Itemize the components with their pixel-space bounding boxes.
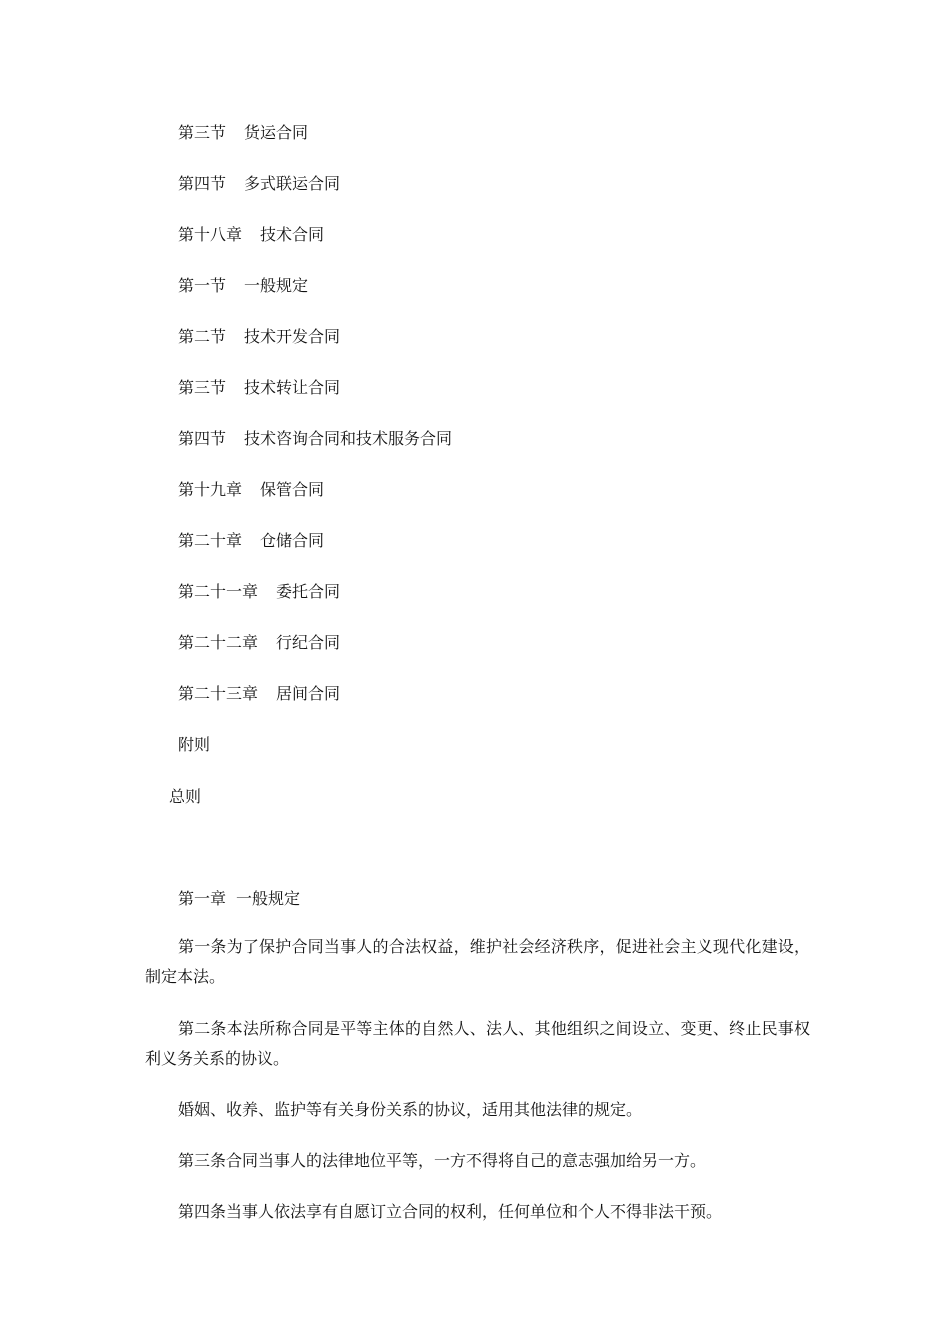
toc-entry bbox=[178, 582, 340, 602]
toc-entry-title: 行纪合同 bbox=[276, 633, 341, 652]
toc-entry-number: 第二十一章 bbox=[178, 582, 259, 601]
toc-entry bbox=[178, 276, 308, 296]
toc-entry bbox=[178, 174, 340, 194]
article-paragraph: 第四条当事人依法享有自愿订立合同的权利，任何单位和个人不得非法干预。 bbox=[178, 1202, 723, 1221]
toc-entry-number: 第四节 bbox=[178, 429, 227, 448]
toc-entry-title: 一般规定 bbox=[244, 276, 309, 295]
toc-entry bbox=[178, 378, 340, 398]
article-paragraph: 第一条为了保护合同当事人的合法权益，维护社会经济秩序，促进社会主义现代化建设，制定本法。 bbox=[145, 937, 810, 986]
section-general-heading: 总则 bbox=[169, 787, 202, 806]
toc-entry-title: 仓储合同 bbox=[260, 531, 325, 550]
toc-entry-title: 技术咨询合同和技术服务合同 bbox=[244, 429, 453, 448]
toc-entry bbox=[178, 327, 340, 347]
toc-entry-title: 保管合同 bbox=[260, 480, 325, 499]
toc-entry-number: 第四节 bbox=[178, 174, 227, 193]
toc-entry bbox=[178, 633, 340, 653]
toc-entry bbox=[178, 480, 324, 500]
toc-entry-number: 第十八章 bbox=[178, 225, 243, 244]
toc-entry-title: 技术转让合同 bbox=[244, 378, 341, 397]
toc-entry-number: 第三节 bbox=[178, 378, 227, 397]
toc-entry-title: 货运合同 bbox=[244, 123, 309, 142]
toc-entry bbox=[178, 429, 452, 449]
toc-entry-title: 委托合同 bbox=[276, 582, 341, 601]
toc-entry-title: 技术合同 bbox=[260, 225, 325, 244]
toc-entry-title: 居间合同 bbox=[276, 684, 341, 703]
article-paragraph: 第二条本法所称合同是平等主体的自然人、法人、其他组织之间设立、变更、终止民事权利义务关系的协议。 bbox=[145, 1019, 810, 1068]
toc-entry-number: 第一节 bbox=[178, 276, 227, 295]
chapter-title: 一般规定 bbox=[236, 889, 301, 908]
chapter-number: 第一章 bbox=[178, 889, 227, 908]
toc-appendix: 附则 bbox=[178, 735, 211, 754]
toc-entry-number: 第二节 bbox=[178, 327, 227, 346]
toc-entry-number: 第二十章 bbox=[178, 531, 243, 550]
toc-entry-number: 第十九章 bbox=[178, 480, 243, 499]
toc-entry bbox=[178, 531, 324, 551]
article-paragraph: 第三条合同当事人的法律地位平等，一方不得将自己的意志强加给另一方。 bbox=[178, 1151, 707, 1170]
chapter-heading bbox=[178, 889, 300, 909]
toc-entry-number: 第二十二章 bbox=[178, 633, 259, 652]
article-paragraph: 婚姻、收养、监护等有关身份关系的协议，适用其他法律的规定。 bbox=[178, 1100, 643, 1119]
toc-entry-number: 第三节 bbox=[178, 123, 227, 142]
toc-entry bbox=[178, 123, 308, 143]
toc-entry-title: 多式联运合同 bbox=[244, 174, 341, 193]
toc-entry bbox=[178, 225, 324, 245]
toc-entry-title: 技术开发合同 bbox=[244, 327, 341, 346]
toc-entry-number: 第二十三章 bbox=[178, 684, 259, 703]
toc-entry bbox=[178, 684, 340, 704]
